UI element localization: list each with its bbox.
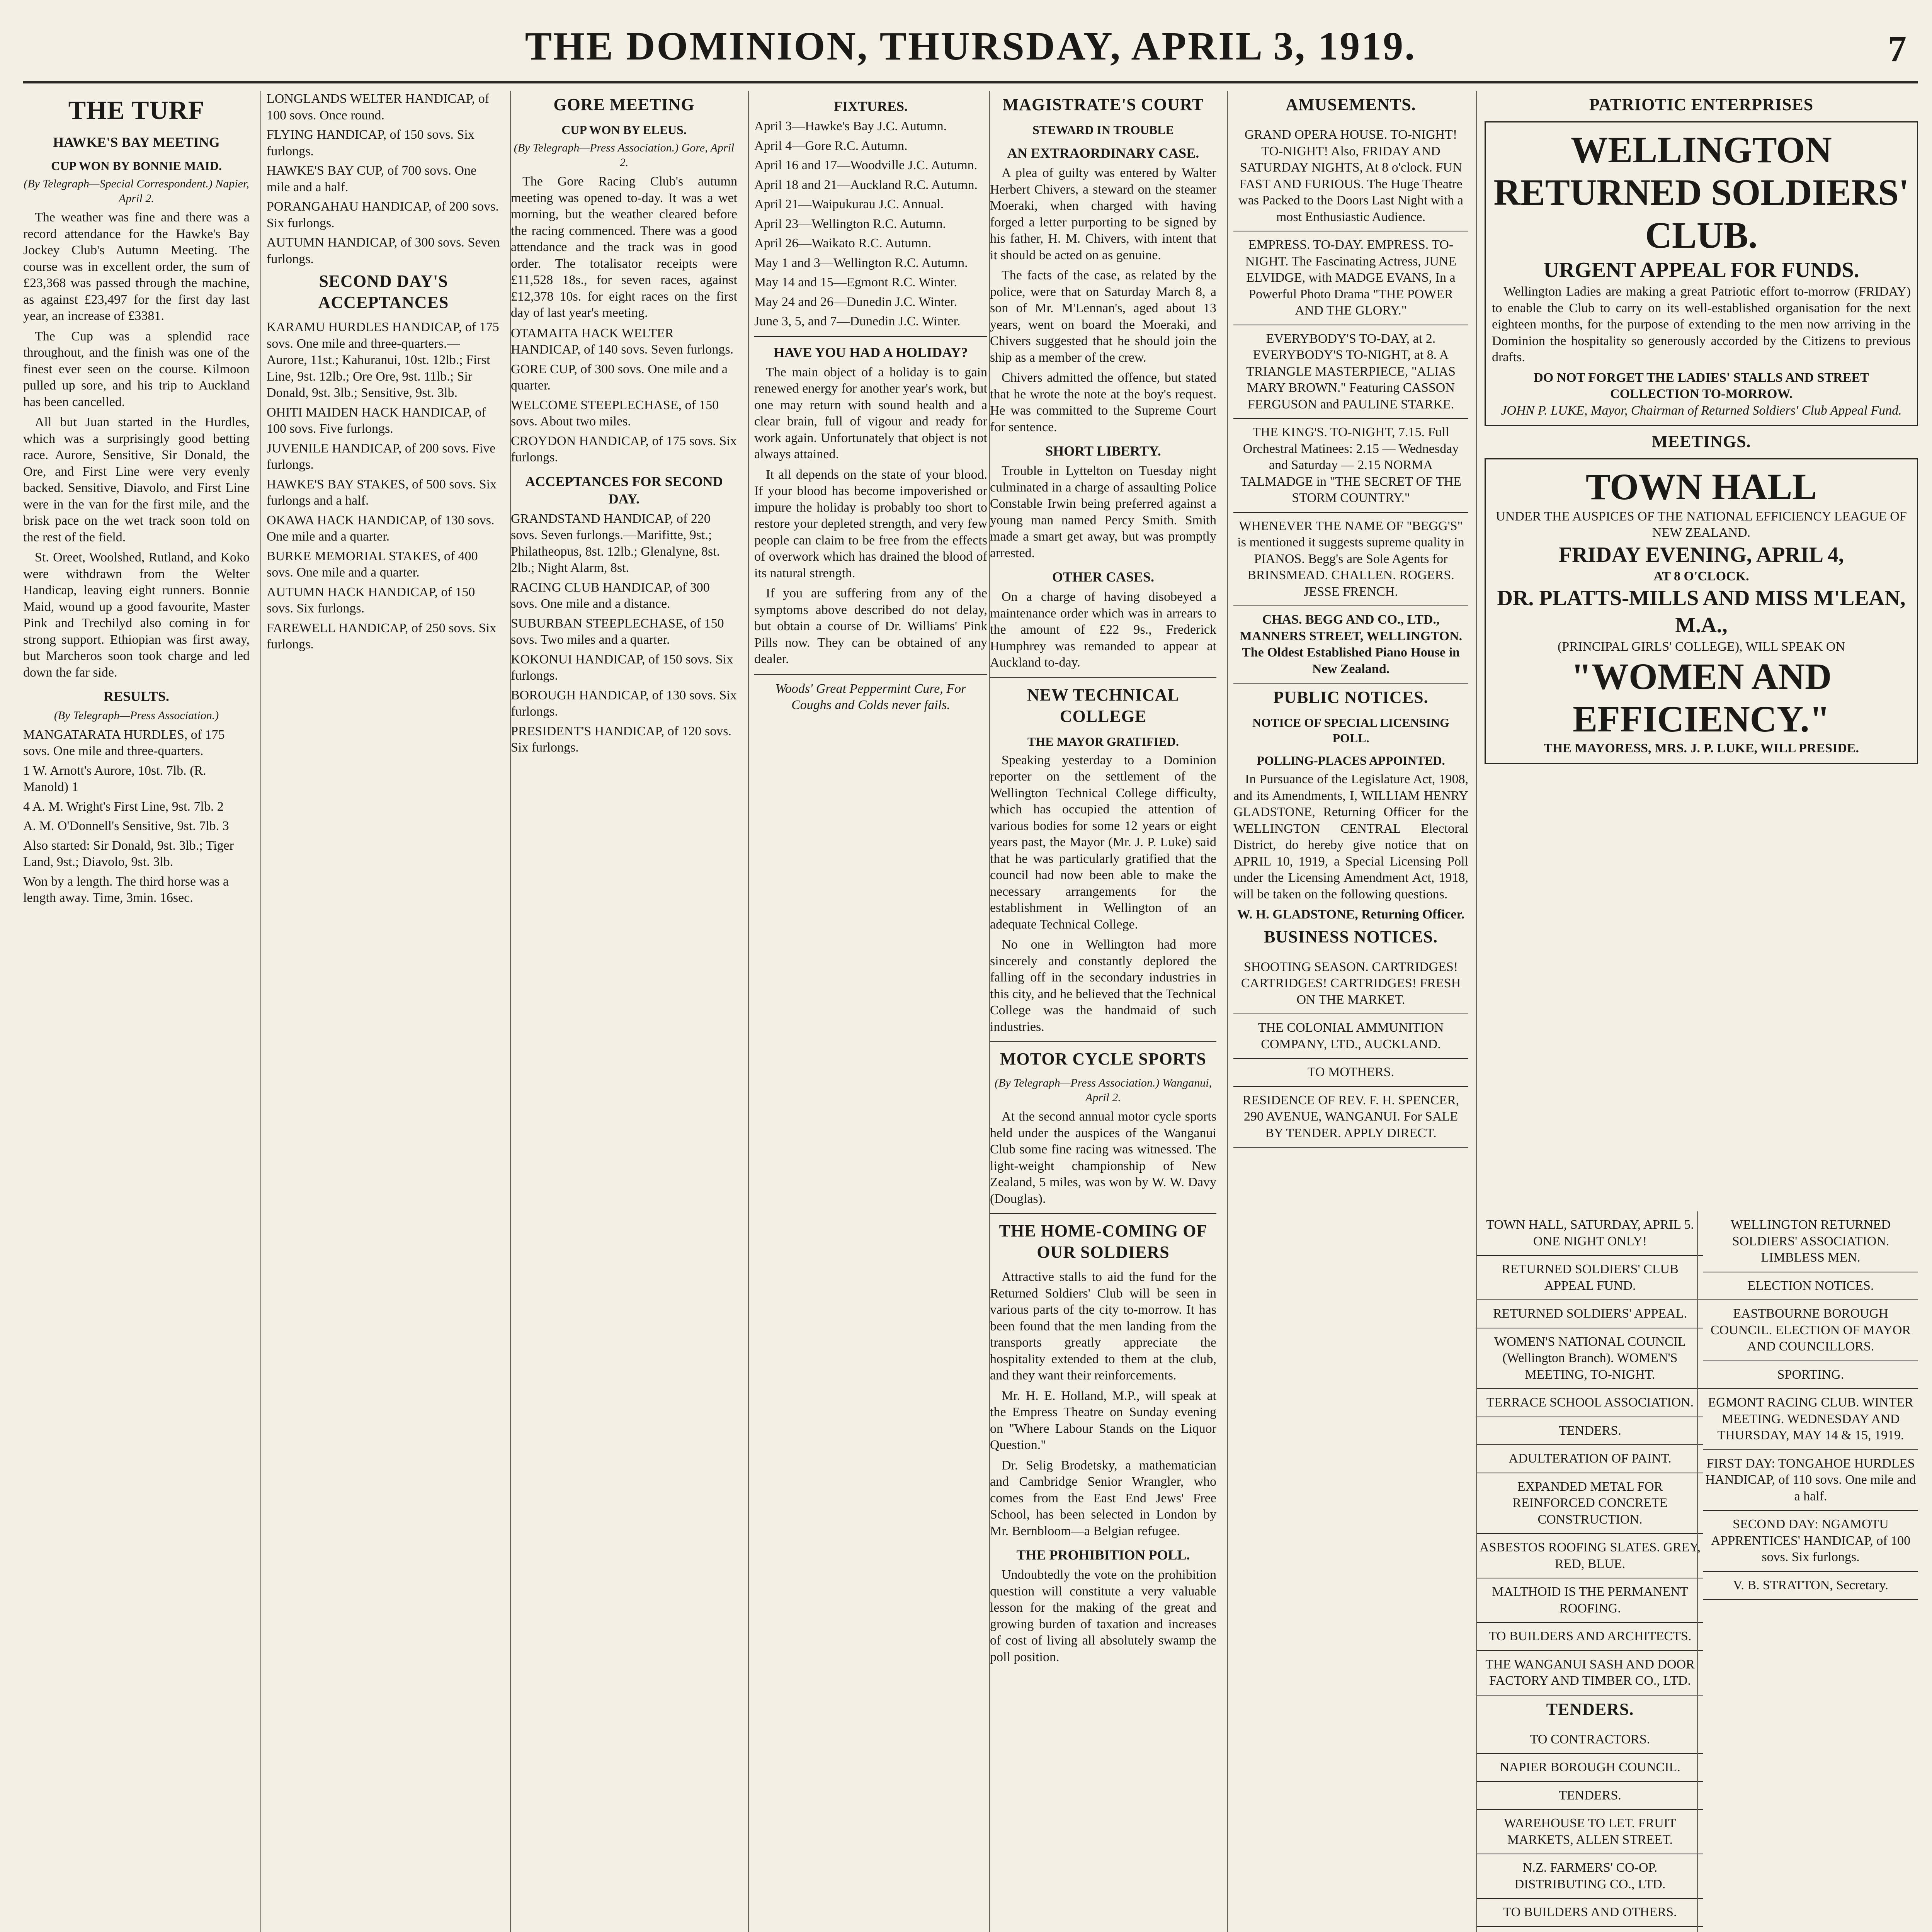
left-item: TERRACE SCHOOL ASSOCIATION. [1477,1389,1703,1417]
prohibition-para: Undoubtedly the vote on the prohibition question will constitute a very valuable lesson for the making of the great and growing burden of taxation and increases of cost of living all absolutely swamp the poll position. [990,1568,1216,1664]
gore-right [748,91,987,1932]
public-item: In Pursuance of the Legislature Act, 1908, and its Amendments, I, WILLIAM HENRY GLADSTONE, Returning Officer for the WELLINGTON CENTRAL Electoral District, do hereby give notice that on APRIL 10, 1919, a Special Licensing Poll under the Licensing Amendment Act, 1918, will be taken on the following questions. [1233,772,1468,901]
fixture-item: April 16 and 17—Woodville J.C. Autumn. [754,158,978,172]
club-sign: JOHN P. LUKE, Mayor, Chairman of Returned Soldiers' Club Appeal Fund. [1501,403,1902,418]
returning-officer: W. H. GLADSTONE, Returning Officer. [1237,907,1465,922]
begg-footer: CHAS. BEGG AND CO., LTD., MANNERS STREET, WELLINGTON. The Oldest Established Piano House in New Zealand. [1233,606,1468,684]
court-left [990,91,1222,1932]
business-item: RESIDENCE OF REV. F. H. SPENCER, 290 AVENUE, WANGANUI. For SALE BY TENDER. APPLY DIRECT. [1233,1087,1468,1148]
turf-para: The weather was fine and there was a record attendance for the Hawke's Bay Jockey Club's Autumn Meeting. The course was in excellent order, the sum of £23,368 was passed through the machine, as against £23,497 for the first day last year, an increase of £3381. [23,210,250,323]
club-foot: DO NOT FORGET THE LADIES' STALLS AND STREET COLLECTION TO-MORROW. [1534,370,1869,401]
divider [990,1041,1216,1042]
tender-item: TO CONTRACTORS. [1477,1726,1703,1754]
fixture-item: June 3, 5, and 7—Dunedin J.C. Winter. [754,314,961,328]
meeting-chair: THE MAYORESS, MRS. J. P. LUKE, WILL PRESIDE. [1544,741,1859,756]
club-para: Wellington Ladies are making a great Patriotic effort to-morrow (FRIDAY) to enable the Club to carry on its well-established organisation for the next eighteen months, for the purpose of extending to the men now arriving in the Dominion the hospitality so generously accorded by the Citizens to previous drafts. [1492,284,1911,365]
acceptance-item: OKAWA HACK HANDICAP, of 130 sovs. One mile and a quarter. [267,513,495,544]
tech-para: No one in Wellington had more sincerely and constantly deplored the falling off in the secondary industries in this city, and he believed that the Technical College was the handmaid of such industries. [990,937,1216,1034]
turf-para: All but Juan started in the Hurdles, which was a surprisingly good betting race. Aurore, Sensitive, Sir Donald, the Ore, and First Line were very evenly backed. Sensitive, Diavolo, and First Line were in the van for the first mile, and the brisk pace on the wet track soon told on the rest of the field. [23,415,250,544]
result-item: 1 W. Arnott's Aurore, 10st. 7lb. (R. Manold) 1 [23,763,206,794]
business-notices-heading: BUSINESS NOTICES. [1264,927,1438,946]
accept-item: GRANDSTAND HANDICAP, of 220 sovs. Seven furlongs.—Marifitte, 9st.; Philatheopus, 8st. 12lb.; Glenalyne, 8st. 2lb.; Night Alarm, 8st. [511,511,720,575]
acceptance-item: AUTUMN HACK HANDICAP, of 150 sovs. Six furlongs. [267,585,475,616]
business-item: TO MOTHERS. [1233,1059,1468,1087]
accept-item: SUBURBAN STEEPLECHASE, of 150 sovs. Two miles and a quarter. [511,616,724,647]
case-para: Chivers admitted the offence, but stated that he wrote the note at the boy's request. He was committed to the Supreme Court for sentence. [990,371,1216,434]
gore-left [511,91,743,1932]
fixture-item: April 26—Waikato R.C. Autumn. [754,236,932,250]
fixture-item: May 1 and 3—Wellington R.C. Autumn. [754,255,968,270]
right-item: EASTBOURNE BOROUGH COUNCIL. ELECTION OF MAYOR AND COUNCILLORS. [1703,1300,1918,1361]
result-item: Won by a length. The third horse was a length away. Time, 3min. 16sec. [23,874,229,905]
result-item: Also started: Sir Donald, 9st. 3lb.; Tiger Land, 9st.; Diavolo, 9st. 3lb. [23,838,234,869]
result-item: HAWKE'S BAY CUP, of 700 sovs. One mile and a half. [267,163,477,194]
acceptances-second-day: ACCEPTANCES FOR SECOND DAY. [525,473,723,507]
liberty-para: Trouble in Lyttelton on Tuesday night culminated in a charge of assaulting Police Constable Irwin being preferred against a young man named Percy Smith. Smith made a smart get away, but was promptly arrested. [990,464,1216,560]
town-hall-sub: UNDER THE AUSPICES OF THE NATIONAL EFFICIENCY LEAGUE OF NEW ZEALAND. [1496,509,1907,540]
opera-house-ad: GRAND OPERA HOUSE. TO-NIGHT! TO-NIGHT! Also, FRIDAY AND SATURDAY NIGHTS, At 8 o'clock. FUN FAST AND FURIOUS. The Huge Theatre was Packed to the Doors Last Night with a most Enthusiastic Audience. [1233,121,1468,231]
empress-ad: EMPRESS. TO-DAY. EMPRESS. TO-NIGHT. The Fascinating Actress, JUNE ELVIDGE, with MADGE EVANS, In a Powerful Photo Drama "THE POWER AND THE GLORY." [1233,231,1468,325]
holiday-para: The main object of a holiday is to gain renewed energy for another year's work, but one may return with sound health and a clear brain, full of vigour and ready for work again. Unfortunately that object is not always attained. [754,365,987,461]
divider [754,674,987,675]
club-title: WELLINGTON RETURNED SOLDIERS' CLUB. [1493,129,1909,256]
meeting-date: FRIDAY EVENING, APRIL 4, [1559,543,1844,567]
masthead-title: THE DOMINION, THURSDAY, APRIL 3, 1919. [525,24,1417,68]
home-para: Attractive stalls to aid the fund for the Returned Soldiers' Club will be seen in various parts of the city to-morrow. It has been found that the men landing from the transports greatly appreciate the hospitality extended to them at the club, and they want their reinforcements. [990,1270,1216,1383]
case-para: The facts of the case, as related by the police, were that on Saturday March 8, a son of Mr. M'Lennan's, aged about 13 years, went on board the Moeraki, and Chivers suggested that he should join the ship as a member of the crew. [990,268,1216,365]
results-heading: RESULTS. [104,689,169,704]
acceptance-item: JUVENILE HANDICAP, of 200 sovs. Five furlongs. [267,441,496,472]
tech-heading: NEW TECHNICAL COLLEGE [1027,685,1180,726]
acceptance-item: OHITI MAIDEN HACK HANDICAP, of 100 sovs. Five furlongs. [267,405,486,436]
tender-item: NAPIER BOROUGH COUNCIL. [1477,1754,1703,1782]
returned-soldiers-club-ad [1485,121,1918,426]
public-item: NOTICE OF SPECIAL LICENSING POLL. [1252,716,1450,745]
business-item: SHOOTING SEASON. CARTRIDGES! CARTRIDGES! CARTRIDGES! FRESH ON THE MARKET. [1233,954,1468,1015]
result-item: PORANGAHAU HANDICAP, of 200 sovs. Six furlongs. [267,199,499,230]
acceptance-item: HAWKE'S BAY STAKES, of 500 sovs. Six furlongs and a half. [267,477,497,508]
home-para: Mr. H. E. Holland, M.P., will speak at the Empress Theatre on Sunday evening on "Where Labour Stands on the Liquor Question." [990,1388,1216,1452]
divider [990,1213,1216,1214]
acceptance-item: BURKE MEMORIAL STAKES, of 400 sovs. One mile and a quarter. [267,549,478,580]
left-item: TENDERS. [1477,1417,1703,1446]
left-item: ADULTERATION OF PAINT. [1477,1445,1703,1473]
holiday-heading: HAVE YOU HAD A HOLIDAY? [774,344,968,360]
column-turf [23,91,500,1932]
court-sub: STEWARD IN TROUBLE [1032,123,1174,137]
fixture-item: April 23—Wellington R.C. Autumn. [754,216,946,231]
gore-result: CROYDON HANDICAP, of 175 sovs. Six furlongs. [511,434,737,464]
town-hall-title: TOWN HALL [1585,466,1817,508]
meeting-speakers: DR. PLATTS-MILLS AND MISS M'LEAN, M.A., [1497,586,1906,638]
gore-sub: CUP WON BY ELEUS. [561,123,687,137]
result-item: FLYING HANDICAP, of 150 sovs. Six furlongs. [267,128,474,158]
patriotic-left [1477,1211,1709,1932]
columns [23,91,1918,1932]
meeting-principal: (PRINCIPAL GIRLS' COLLEGE), WILL SPEAK ON [1557,639,1845,654]
turf-heading: HAWKE'S BAY MEETING [53,134,220,150]
left-item: MALTHOID IS THE PERMANENT ROOFING. [1477,1578,1703,1623]
patriotic-heading: PATRIOTIC ENTERPRISES [1589,95,1814,114]
other-cases-heading: OTHER CASES. [1052,569,1155,585]
divider [990,677,1216,678]
club-sub: URGENT APPEAL FOR FUNDS. [1543,258,1859,282]
kings-ad: THE KING'S. TO-NIGHT, 7.15. Full Orchestral Matinees: 2.15 — Wednesday and Saturday — 2.15 NORMA TALMADGE in "THE SECRET OF THE STORM COUNTRY." [1233,419,1468,513]
everybodys-ad: EVERYBODY'S TO-DAY, at 2. EVERYBODY'S TO-NIGHT, at 8. A TRIANGLE MASTERPIECE, "ALIAS MARY BROWN." Featuring CASSON FERGUSON and PAULINE STARKE. [1233,325,1468,419]
liberty-heading: SHORT LIBERTY. [1045,443,1161,459]
turf-left [23,91,255,1932]
tender-item: WAREHOUSE TO LET. FRUIT MARKETS, ALLEN STREET. [1477,1810,1703,1854]
turf-para: St. Oreet, Woolshed, Rutland, and Koko were withdrawn from the Welter Handicap, leaving eight runners. Bonnie Maid, wound up a good favourite, Master Pink and Trechilyd also coming in for strong support. Ethiopian was first away, but Marcheros soon took charge and led down the far side. [23,550,250,680]
gore-byline: (By Telegraph—Press Association.) Gore, April 2. [514,141,735,169]
turf-right [260,91,500,1932]
acceptance-item: KARAMU HURDLES HANDICAP, of 175 sovs. One mile and three-quarters.—Aurore, 11st.; Kahuranui, 10st. 12lb.; First Line, 9st. 12lb.; Ore Ore, 9st. 11lb.; Sir Donald, 9st. 3lb.; Sensitive, 9st. 3lb. [267,320,499,400]
fixture-item: April 4—Gore R.C. Autumn. [754,138,908,153]
fixtures-heading: FIXTURES. [833,99,908,114]
turf-byline: (By Telegraph—Special Correspondent.) Napier, April 2. [24,177,249,205]
column-patriotic [1476,91,1918,1932]
town-hall-meeting-ad [1485,458,1918,764]
returned-appeal-2: RETURNED SOLDIERS' APPEAL. [1477,1300,1703,1328]
holiday-para: It all depends on the state of your blood. If your blood has become impoverished or impure the holiday is probably too short to restore your depleted strength, and very few people can claim to be free from the effects of overwork which has drained the blood of its natural strength. [754,467,987,580]
tender-item: TENDERS. [1477,1782,1703,1810]
begg-ad: WHENEVER THE NAME OF "BEGG'S" is mentioned it suggests supreme quality in PIANOS. Begg's are Sole Agents for BRINSMEAD. CHALLEN. ROGERS. JESSE FRENCH. [1233,513,1468,607]
column-court [989,91,1468,1932]
tech-sub: THE MAYOR GRATIFIED. [1027,734,1179,748]
amusements-heading: AMUSEMENTS. [1286,95,1416,114]
court-heading: MAGISTRATE'S COURT [1002,95,1204,114]
case-heading: AN EXTRAORDINARY CASE. [1007,145,1199,161]
other-cases-para: On a charge of having disobeyed a maintenance order which was in arrears to the amount of £22 9s., Frederick Humphrey was remanded to appear at Auckland to-day. [990,590,1216,670]
tech-para: Speaking yesterday to a Dominion reporter on the settlement of the Wellington Technical College difficulty, which has occupied the attention of various bodies for some 12 years or eight years past, the Mayor (Mr. J. P. Luke) said that he was particularly gratified that the council had now been able to make the necessary arrangements for the establishment in Wellington of an adequate Technical College. [990,753,1216,932]
home-para: Dr. Selig Brodetsky, a mathematician and Cambridge Senior Wrangler, who comes from the East End Jews' Free School, has been selected in London by Mr. Bernbloom—a Belgian refugee. [990,1458,1216,1538]
result-item: MANGATARATA HURDLES, of 175 sovs. One mile and three-quarters. [23,727,225,758]
motor-heading: MOTOR CYCLE SPORTS [1000,1049,1206,1068]
gore-result: WELCOME STEEPLECHASE, of 150 sovs. About two miles. [511,398,719,429]
accept-item: RACING CLUB HANDICAP, of 300 sovs. One mile and a distance. [511,580,710,611]
holiday-para: If you are suffering from any of the symptoms above described do not delay, but obtain a course of Dr. Williams' Pink Pills now. They can be obtained of any dealer. [754,586,987,666]
gore-result: OTAMAITA HACK WELTER HANDICAP, of 140 sovs. Seven furlongs. [511,326,734,357]
returned-appeal: RETURNED SOLDIERS' CLUB APPEAL FUND. [1477,1256,1703,1300]
meetings-heading: MEETINGS. [1651,432,1751,451]
gore-result: GORE CUP, of 300 sovs. One mile and a quarter. [511,362,728,393]
section-turf: THE TURF [68,95,205,125]
public-item: POLLING-PLACES APPOINTED. [1257,753,1445,767]
right-item: EGMONT RACING CLUB. WINTER MEETING. WEDNESDAY AND THURSDAY, MAY 14 & 15, 1919. [1703,1389,1918,1450]
fixture-item: May 14 and 15—Egmont R.C. Winter. [754,275,957,289]
fixture-item: April 3—Hawke's Bay J.C. Autumn. [754,119,947,133]
right-item: FIRST DAY: TONGAHOE HURDLES HANDICAP, of 110 sovs. One mile and a half. [1703,1450,1918,1511]
result-item: 4 A. M. Wright's First Line, 9st. 7lb. 2 [23,799,224,814]
left-item: EXPANDED METAL FOR REINFORCED CONCRETE CONSTRUCTION. [1477,1473,1703,1534]
tenders-heading: TENDERS. [1546,1699,1634,1719]
result-item: LONGLANDS WELTER HANDICAP, of 100 sovs. Once round. [267,92,490,122]
accept-item: BOROUGH HANDICAP, of 130 sovs. Six furlongs. [511,688,737,719]
turf-subheading: CUP WON BY BONNIE MAID. [51,159,222,173]
right-item: V. B. STRATTON, Secretary. [1703,1572,1918,1600]
left-item: TO BUILDERS AND ARCHITECTS. [1477,1623,1703,1651]
motor-byline: (By Telegraph—Press Association.) Wanganui, April 2. [995,1077,1212,1104]
left-item: WOMEN'S NATIONAL COUNCIL (Wellington Branch). WOMEN'S MEETING, TO-NIGHT. [1477,1328,1703,1389]
meeting-time: AT 8 O'CLOCK. [1653,569,1749,583]
fixture-item: May 24 and 26—Dunedin J.C. Winter. [754,294,957,309]
tender-item: TO BUILDERS AND OTHERS. [1477,1899,1703,1927]
right-item: WELLINGTON RETURNED SOLDIERS' ASSOCIATION. LIMBLESS MEN. [1703,1211,1918,1272]
masthead [23,15,1918,83]
right-item: SPORTING. [1703,1361,1918,1389]
motor-para: At the second annual motor cycle sports held under the auspices of the Wanganui Club some fine racing was witnessed. The light-weight championship of New Zealand, 5 miles, was won by W. W. Davy (Douglas). [990,1109,1216,1206]
business-item: THE COLONIAL AMMUNITION COMPANY, LTD., AUCKLAND. [1233,1014,1468,1059]
acceptance-item: FAREWELL HANDICAP, of 250 sovs. Six furlongs. [267,621,497,651]
right-item: ELECTION NOTICES. [1703,1272,1918,1301]
accept-item: PRESIDENT'S HANDICAP, of 120 sovs. Six furlongs. [511,724,731,755]
turf-para: The Cup was a splendid race throughout, and the finish was one of the finest ever seen on the course. Kilmoon pulled up sore, and his trip to Auckland has been cancelled. [23,329,250,409]
meeting-topic: "WOMEN AND EFFICIENCY." [1571,655,1832,740]
result-item: AUTUMN HANDICAP, of 300 sovs. Seven furlongs. [267,235,500,266]
left-item: ASBESTOS ROOFING SLATES. GREY, RED, BLUE. [1477,1534,1703,1578]
gore-heading: GORE MEETING [553,95,695,114]
results-byline: (By Telegraph—Press Association.) [54,709,219,722]
prohibition-heading: THE PROHIBITION POLL. [1016,1547,1190,1563]
divider [754,336,987,337]
case-para: A plea of guilty was entered by Walter Herbert Chivers, a steward on the steamer Moeraki, when charged with having forged a letter purporting to be signed by his father, H. M. Chivers, with intent that it should be acted on as genuine. [990,166,1216,262]
acceptances-heading: SECOND DAY'S ACCEPTANCES [318,272,449,312]
left-item: THE WANGANUI SASH AND DOOR FACTORY AND TIMBER CO., LTD. [1477,1651,1703,1696]
result-item: A. M. O'Donnell's Sensitive, 9st. 7lb. 3 [23,819,229,833]
public-notices-heading: PUBLIC NOTICES. [1273,688,1429,707]
home-heading: THE HOME-COMING OF OUR SOLDIERS [999,1221,1208,1262]
page-number: 7 [1888,28,1906,69]
newspaper-page [23,15,1918,1932]
town-hall-small: TOWN HALL, SATURDAY, APRIL 5. ONE NIGHT ONLY! [1477,1211,1703,1256]
fixture-item: April 18 and 21—Auckland R.C. Autumn. [754,177,978,192]
fixture-item: April 21—Waipukurau J.C. Annual. [754,197,944,211]
gore-para: The Gore Racing Club's autumn meeting was opened to-day. It was a wet morning, but the weather cleared before the racing commenced. There was a good attendance and the track was in good order. The totalisator receipts were £11,528 18s., for seven races, against £12,378 10s. for eight races on the first day of last year's meeting. [511,174,737,320]
peppermint-ad: Woods' Great Peppermint Cure, For Coughs and Colds never fails. [775,681,966,712]
accept-item: KOKONUI HANDICAP, of 150 sovs. Six furlongs. [511,652,733,683]
patriotic-right [1697,1211,1918,1932]
right-item: SECOND DAY: NGAMOTU APPRENTICES' HANDICAP, of 100 sovs. Six furlongs. [1703,1511,1918,1572]
tender-item: N.Z. FARMERS' CO-OP. DISTRIBUTING CO., LTD. [1477,1854,1703,1899]
amusements [1227,91,1468,1932]
column-gore [510,91,987,1932]
